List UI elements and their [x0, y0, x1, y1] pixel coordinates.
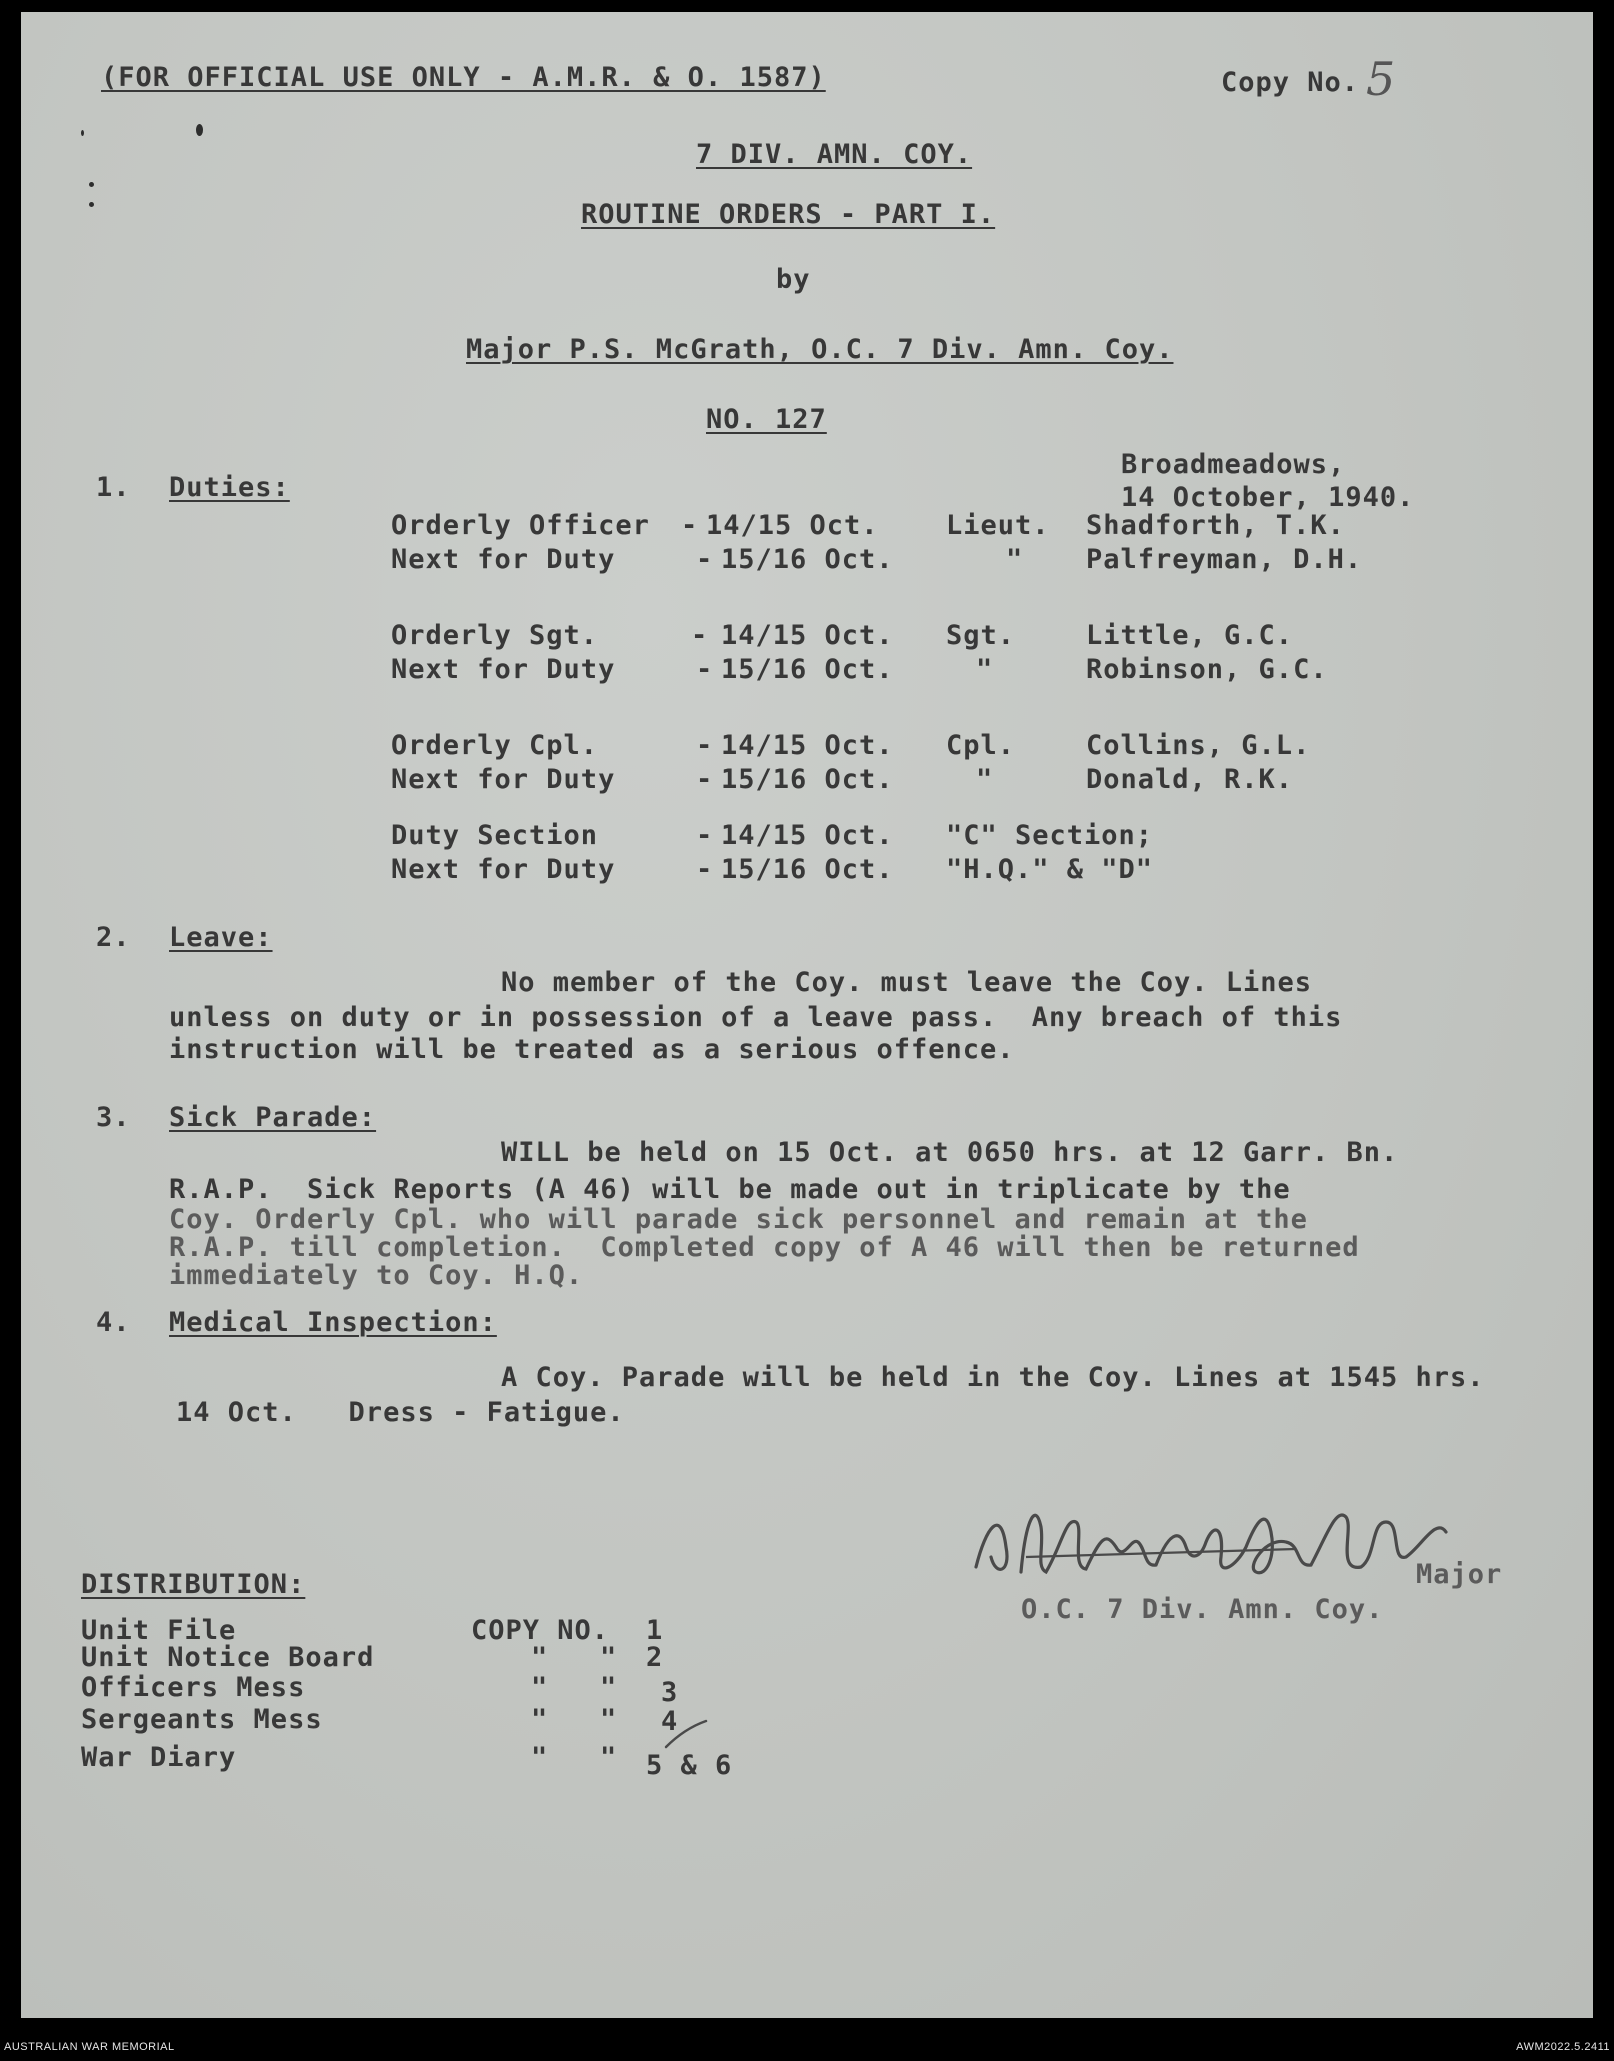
duty-date: 15/16 Oct.	[721, 544, 894, 575]
section-heading-sick-parade: Sick Parade:	[169, 1102, 377, 1133]
duty-role: Next for Duty	[391, 854, 616, 885]
section-heading-duties: Duties:	[169, 472, 290, 503]
distribution-copy-number: 2	[646, 1642, 664, 1673]
distribution-ditto: " "	[531, 1672, 618, 1703]
duty-dash: -	[696, 854, 714, 885]
duty-dash: -	[696, 654, 714, 685]
duty-rank: "C" Section;	[946, 820, 1154, 851]
ink-speck	[89, 202, 94, 207]
document-page	[21, 12, 1593, 2018]
sick-text-line: R.A.P. till completion. Completed copy of A 46 will then be returned	[169, 1232, 1360, 1263]
duty-rank: "	[976, 654, 994, 685]
section-number: 3.	[96, 1102, 131, 1133]
distribution-copy-number: 3	[661, 1677, 679, 1708]
copy-number-handwritten: 5	[1366, 52, 1397, 106]
ink-speck	[89, 182, 94, 187]
duty-rank: Lieut.	[946, 510, 1050, 541]
duty-name: Robinson, G.C.	[1086, 654, 1328, 685]
duty-rank: Cpl.	[946, 730, 1016, 761]
copy-number-label: Copy No.	[1221, 67, 1360, 98]
ink-speck	[81, 130, 84, 136]
distribution-ditto: " "	[531, 1704, 618, 1735]
distribution-ditto: " "	[531, 1742, 618, 1773]
duty-role: Next for Duty	[391, 654, 616, 685]
sick-text-line: Coy. Orderly Cpl. who will parade sick personnel and remain at the	[169, 1204, 1308, 1235]
duty-rank: "	[976, 764, 994, 795]
medical-text-line: 14 Oct. Dress - Fatigue.	[176, 1397, 625, 1428]
sick-text-line: R.A.P. Sick Reports (A 46) will be made out in triplicate by the	[169, 1174, 1291, 1205]
duty-role: Next for Duty	[391, 764, 616, 795]
leave-text-line: instruction will be treated as a serious offence.	[169, 1034, 1015, 1065]
distribution-recipient: War Diary	[81, 1742, 237, 1773]
distribution-ditto: COPY NO.	[471, 1615, 610, 1646]
section-number: 1.	[96, 472, 131, 503]
medical-text-line: A Coy. Parade will be held in the Coy. Lines at 1545 hrs.	[501, 1362, 1485, 1393]
date: 14 October, 1940.	[1121, 482, 1415, 513]
duty-rank: "H.Q." & "D"	[946, 854, 1154, 885]
distribution-copy-number: 4	[661, 1706, 679, 1737]
distribution-recipient: Unit File	[81, 1615, 237, 1646]
distribution-copy-number: 1	[646, 1615, 664, 1646]
duty-date: 14/15 Oct.	[721, 730, 894, 761]
duty-name: Donald, R.K.	[1086, 764, 1294, 795]
sick-text-line: WILL be held on 15 Oct. at 0650 hrs. at 12 Garr. Bn.	[501, 1137, 1399, 1168]
duty-date: 14/15 Oct.	[721, 620, 894, 651]
duty-role: Orderly Cpl.	[391, 730, 599, 761]
section-number: 4.	[96, 1307, 131, 1338]
signature-rank: Major	[1416, 1559, 1503, 1590]
duty-dash: -	[696, 544, 714, 575]
orders-title: ROUTINE ORDERS - PART I.	[581, 199, 996, 230]
order-number: NO. 127	[706, 404, 827, 435]
classification-line: (FOR OFFICIAL USE ONLY - A.M.R. & O. 1587)	[101, 62, 826, 93]
duty-dash: -	[681, 510, 699, 541]
duty-rank: "	[1006, 544, 1024, 575]
duty-date: 15/16 Oct.	[721, 764, 894, 795]
handwritten-tick-mark	[661, 1717, 711, 1757]
ink-speck	[196, 124, 203, 136]
duty-dash: -	[696, 820, 714, 851]
distribution-heading: DISTRIBUTION:	[81, 1569, 306, 1600]
duty-role: Next for Duty	[391, 544, 616, 575]
duty-rank: Sgt.	[946, 620, 1016, 651]
duty-role: Orderly Sgt.	[391, 620, 599, 651]
duty-role: Duty Section	[391, 820, 599, 851]
leave-text-line: unless on duty or in possession of a leave pass. Any breach of this	[169, 1002, 1343, 1033]
distribution-ditto: " "	[531, 1642, 618, 1673]
sick-text-line: immediately to Coy. H.Q.	[169, 1260, 584, 1291]
duty-date: 15/16 Oct.	[721, 854, 894, 885]
by-line: by	[776, 264, 811, 295]
section-heading-leave: Leave:	[169, 922, 273, 953]
section-number: 2.	[96, 922, 131, 953]
distribution-copy-number: 5 & 6	[646, 1750, 733, 1781]
duty-name: Little, G.C.	[1086, 620, 1294, 651]
leave-text-line: No member of the Coy. must leave the Coy. Lines	[501, 967, 1313, 998]
distribution-recipient: Officers Mess	[81, 1672, 306, 1703]
place: Broadmeadows,	[1121, 449, 1346, 480]
duty-name: Shadforth, T.K.	[1086, 510, 1345, 541]
signature-title: O.C. 7 Div. Amn. Coy.	[1021, 1594, 1384, 1625]
duty-name: Palfreyman, D.H.	[1086, 544, 1363, 575]
duty-dash: -	[696, 730, 714, 761]
unit-title: 7 DIV. AMN. COY.	[696, 139, 973, 170]
footer-left: AUSTRALIAN WAR MEMORIAL	[4, 2041, 175, 2053]
duty-date: 14/15 Oct.	[706, 510, 879, 541]
duty-date: 14/15 Oct.	[721, 820, 894, 851]
distribution-recipient: Sergeants Mess	[81, 1704, 323, 1735]
section-heading-medical-inspection: Medical Inspection:	[169, 1307, 497, 1338]
duty-dash: -	[691, 620, 709, 651]
duty-name: Collins, G.L.	[1086, 730, 1311, 761]
duty-date: 15/16 Oct.	[721, 654, 894, 685]
distribution-recipient: Unit Notice Board	[81, 1642, 375, 1673]
footer-right: AWM2022.5.2411	[1516, 2041, 1610, 2053]
issuing-officer: Major P.S. McGrath, O.C. 7 Div. Amn. Coy.	[466, 334, 1174, 365]
duty-role: Orderly Officer	[391, 510, 650, 541]
duty-dash: -	[696, 764, 714, 795]
